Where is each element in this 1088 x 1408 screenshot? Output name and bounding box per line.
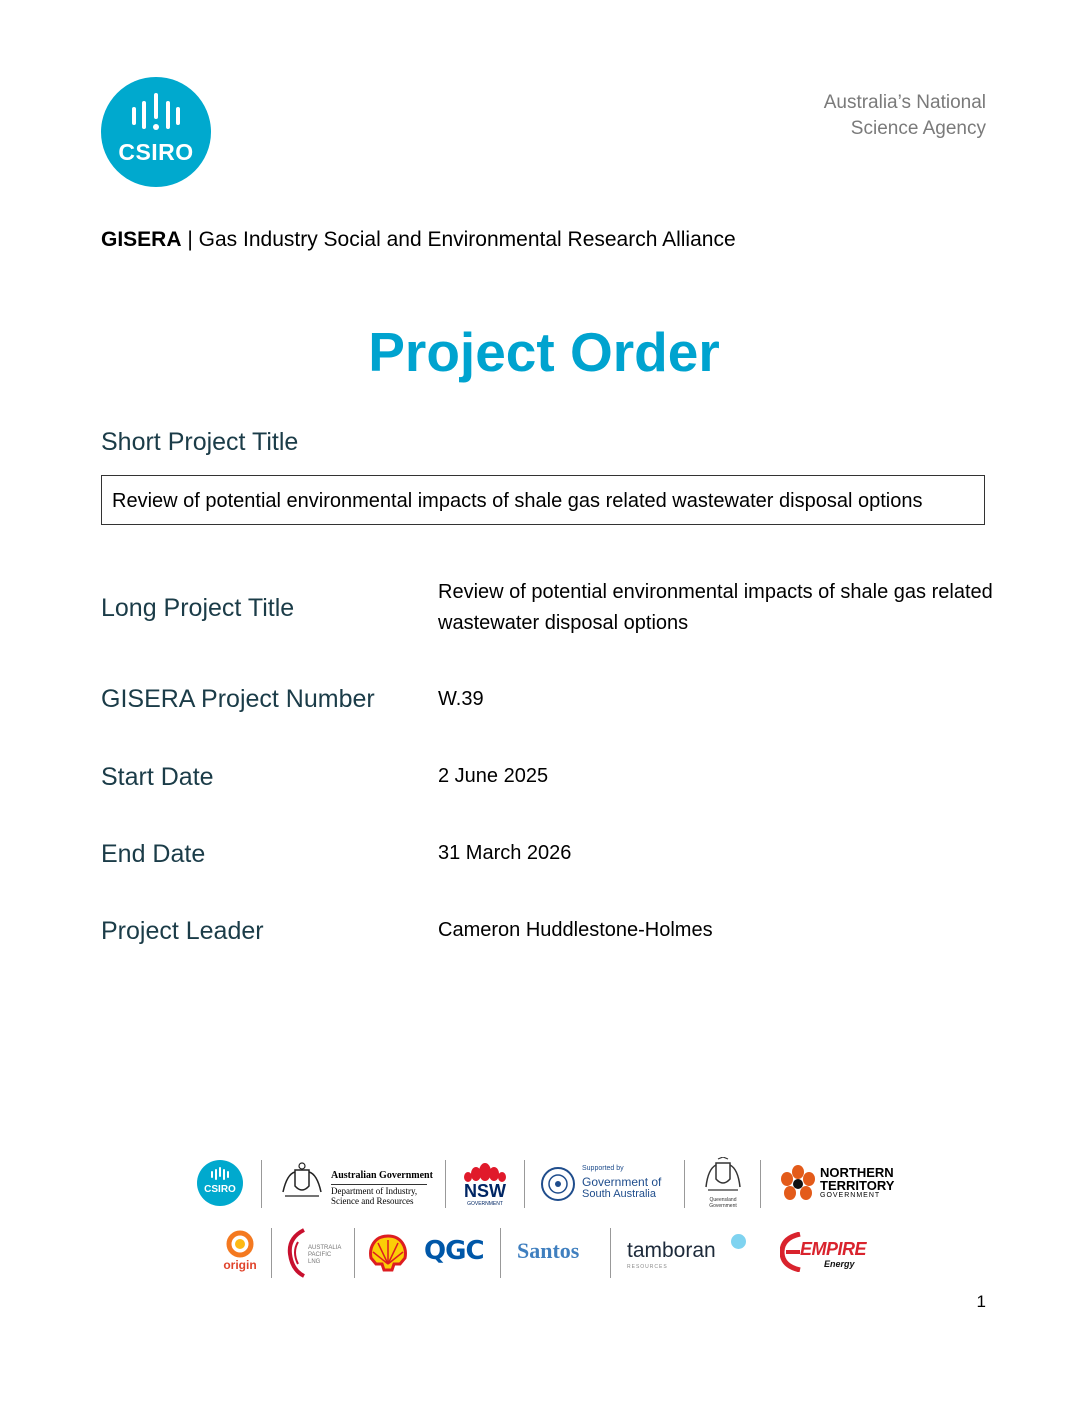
aplng-mark-icon xyxy=(286,1228,308,1278)
logo-divider xyxy=(445,1160,446,1208)
origin-text: origin xyxy=(223,1258,257,1272)
origin-ring-icon xyxy=(220,1230,260,1258)
empire-sub: Energy xyxy=(824,1259,855,1269)
partner-sa-gov-logo xyxy=(540,1163,670,1205)
project-number-label: GISERA Project Number xyxy=(101,685,375,713)
aus-gov-line-2: Department of Industry, xyxy=(331,1186,418,1196)
agency-line-1: Australia’s National xyxy=(823,92,986,113)
nt-line-1: NORTHERN xyxy=(820,1165,894,1180)
partner-nt-gov-logo xyxy=(778,1162,898,1206)
agency-line-2: Science Agency xyxy=(850,118,986,139)
alliance-separator: | xyxy=(187,228,193,251)
logo-divider xyxy=(684,1160,685,1208)
aus-gov-rule xyxy=(331,1184,427,1185)
partner-shell-logo xyxy=(368,1234,408,1272)
project-leader-value: Cameron Huddlestone-Holmes xyxy=(438,919,713,941)
partner-qld-logo xyxy=(700,1157,746,1209)
project-number-value: W.39 xyxy=(438,688,484,710)
tamboran-text: tamboran xyxy=(627,1239,716,1262)
logo-divider xyxy=(760,1160,761,1208)
csiro-logo-text: CSIRO xyxy=(118,139,194,165)
shell-pecten-icon xyxy=(368,1234,408,1272)
partner-csiro-bars-icon xyxy=(210,1167,230,1181)
aplng-line-2: PACIFIC xyxy=(308,1252,332,1258)
partner-aus-gov-logo xyxy=(279,1162,433,1208)
partner-empire-logo xyxy=(780,1232,870,1274)
alliance-acronym: GISERA xyxy=(101,228,182,251)
logo-divider xyxy=(500,1228,501,1278)
coat-of-arms-icon xyxy=(279,1162,325,1202)
long-title-value: Review of potential environmental impacts of shale gas related wastewater disposal options xyxy=(438,581,993,634)
partner-csiro-text: CSIRO xyxy=(204,1184,236,1195)
nsw-text: NSW xyxy=(464,1181,506,1201)
empire-text: EMPIRE xyxy=(800,1239,867,1259)
start-date-label: Start Date xyxy=(101,763,214,791)
aus-gov-line-1: Australian Government xyxy=(331,1170,433,1181)
sa-line-2: South Australia xyxy=(582,1188,656,1200)
start-date-value: 2 June 2025 xyxy=(438,765,549,787)
nt-line-3: GOVERNMENT xyxy=(820,1192,881,1199)
logo-divider xyxy=(610,1228,611,1278)
partner-origin-logo xyxy=(220,1230,260,1276)
nt-flower-icon xyxy=(778,1164,818,1204)
csiro-bars-icon xyxy=(130,91,182,135)
nsw-sub: GOVERNMENT xyxy=(467,1201,503,1207)
partner-aplng-logo xyxy=(286,1228,342,1278)
partner-tamboran-logo xyxy=(627,1232,749,1274)
short-title-heading: Short Project Title xyxy=(101,428,299,456)
end-date-label: End Date xyxy=(101,840,206,868)
aplng-line-3: LNG xyxy=(308,1259,321,1265)
tamboran-dot-icon xyxy=(731,1234,746,1249)
nt-line-2: TERRITORY xyxy=(820,1178,895,1193)
partner-csiro-logo xyxy=(197,1160,243,1206)
agency-tagline xyxy=(824,90,986,142)
sa-supported: Supported by xyxy=(582,1165,624,1172)
partner-nsw-logo xyxy=(462,1160,508,1208)
end-date-value: 31 March 2026 xyxy=(438,842,572,864)
csiro-logo xyxy=(101,77,211,187)
partner-santos-logo: Santos xyxy=(517,1238,580,1263)
page-title: Project Order xyxy=(368,321,720,383)
logo-divider xyxy=(261,1160,262,1208)
qld-crest-icon xyxy=(700,1157,746,1197)
long-title-label: Long Project Title xyxy=(101,594,295,622)
sa-emblem-icon xyxy=(540,1166,576,1202)
aplng-line-1: AUSTRALIA xyxy=(308,1245,342,1251)
logo-divider xyxy=(354,1228,355,1278)
empire-e-icon xyxy=(780,1232,802,1272)
logo-divider xyxy=(524,1160,525,1208)
alliance-name: Gas Industry Social and Environmental Research Alliance xyxy=(198,228,736,251)
alliance-line xyxy=(101,228,736,252)
tamboran-sub: RESOURCES xyxy=(627,1264,668,1270)
sa-line-1: Government of xyxy=(582,1175,662,1189)
qld-text: Queensland Government xyxy=(709,1197,737,1209)
short-title-box: Review of potential environmental impacts of shale gas related wastewater disposal options xyxy=(101,475,985,525)
waratah-icon xyxy=(462,1160,508,1182)
page-number: 1 xyxy=(976,1292,986,1311)
partner-qgc-logo: QGC xyxy=(424,1236,484,1266)
logo-divider xyxy=(271,1228,272,1278)
project-leader-label: Project Leader xyxy=(101,917,264,945)
aus-gov-line-3: Science and Resources xyxy=(331,1196,414,1206)
